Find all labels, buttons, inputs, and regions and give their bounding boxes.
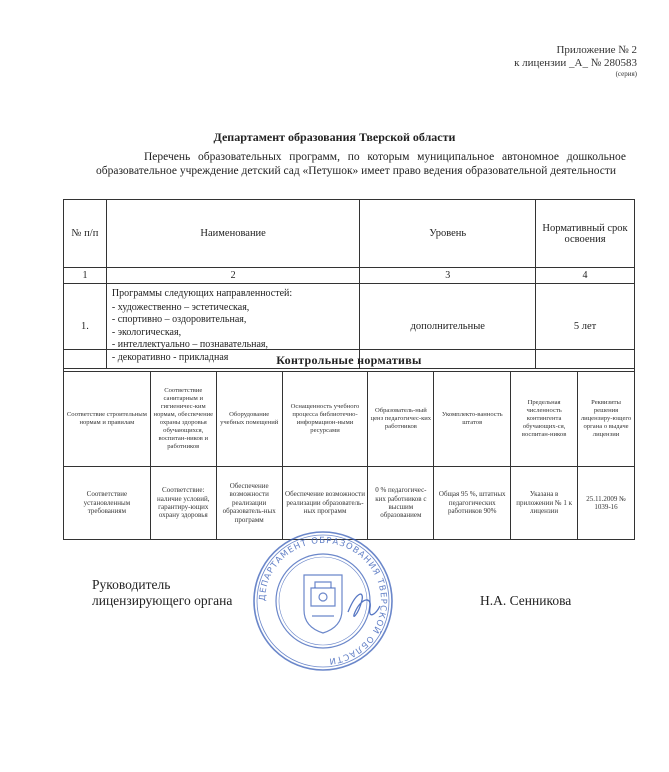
norm-value: Обеспечение возможности реализации образователь-ных программ xyxy=(282,467,368,540)
header-term: Нормативный срок освоения xyxy=(536,200,635,268)
norm-header: Предельная численность контингента обучающих-ся, воспитан-ников xyxy=(511,372,578,467)
stamp-text: ДЕПАРТАМЕНТ ОБРАЗОВАНИЯ ТВЕРСКОЙ ОБЛАСТИ xyxy=(257,535,389,666)
norms-title: Контрольные нормативы xyxy=(64,350,635,372)
column-number: 2 xyxy=(106,268,359,284)
norm-value: Указана в приложении № 1 к лицензии xyxy=(511,467,578,540)
list-item: - экологическая, xyxy=(111,326,182,338)
list-item: - спортивно – оздоровительная, xyxy=(111,314,247,325)
programs-table xyxy=(63,199,635,369)
norm-value: 0 % педагогичес-ких работников с высшим образованием xyxy=(368,467,434,540)
list-item: - интеллектуально – познавательная, xyxy=(111,339,269,350)
norms-table xyxy=(63,349,635,540)
signer-title-line: Руководитель xyxy=(92,577,171,592)
row-number: 1. xyxy=(64,284,107,369)
department-title: Департамент образования Тверской области xyxy=(213,130,456,144)
header-number: № п/п xyxy=(64,200,107,268)
program-level: дополнительные xyxy=(360,284,536,369)
list-item: - декоративно - прикладная xyxy=(111,351,229,363)
programs-header-row xyxy=(64,200,635,268)
norms-header-row xyxy=(64,372,635,467)
official-stamp xyxy=(252,530,394,672)
signer-title-line: лицензирующего органа xyxy=(92,593,233,608)
norm-value: 25.11.2009 № 1039-16 xyxy=(578,467,635,540)
programs-number-row xyxy=(64,268,635,284)
license-reference: к лицензии _А_ № 280583 xyxy=(514,57,637,69)
header-name: Наименование xyxy=(106,200,359,268)
norm-header: Укомплекто-ванность штатов xyxy=(434,372,511,467)
norm-value: Общая 95 %, штатных педагогических работников 90% xyxy=(434,467,511,540)
column-number: 1 xyxy=(64,268,107,284)
program-list-title: Программы следующих направленностей: xyxy=(111,288,293,299)
signer-position xyxy=(92,577,232,609)
intro-paragraph: Перечень образовательных программ, по которым муниципальное автономное дошкольное образовательное учреждение детский сад «Петушок» имеет право ведения образовательной деятельности xyxy=(96,151,626,177)
norm-value: Соответствие установленным требованиям xyxy=(64,467,151,540)
column-number: 4 xyxy=(536,268,635,284)
norm-header: Оснащенность учебного процесса библиотечно-информацион-ными ресурсами xyxy=(282,372,368,467)
column-number: 3 xyxy=(360,268,536,284)
norm-header: Реквизиты решения лицензиру-ющего органа о выдаче лицензии xyxy=(578,372,635,467)
program-term: 5 лет xyxy=(536,284,635,369)
header-level: Уровень xyxy=(360,200,536,268)
norm-header: Образователь-ный ценз педагогичес-ких работников xyxy=(368,372,434,467)
appendix-title: Приложение № 2 xyxy=(556,44,637,56)
series-note: (серия) xyxy=(615,70,637,78)
norm-value: Обеспечение возможности реализации образователь-ных программ xyxy=(216,467,282,540)
signature-icon xyxy=(348,594,380,616)
norms-title-row xyxy=(64,350,635,372)
norm-header: Соответствие санитарным и гигиеничес-ким нормам, обеспечение охраны здоровья обучающихся, воспитан-ников и работников xyxy=(150,372,216,467)
list-item: - художественно – эстетическая, xyxy=(111,301,250,313)
signer-name: Н.А. Сенникова xyxy=(480,593,572,608)
norm-header: Оборудование учебных помещений xyxy=(216,372,282,467)
norm-header: Соответствие строительным нормам и правилам xyxy=(64,372,151,467)
appendix-header xyxy=(514,44,637,78)
coat-of-arms-icon xyxy=(304,575,342,633)
norm-value: Соответствие: наличие условий, гарантиру-ющих охрану здоровья xyxy=(150,467,216,540)
norms-value-row xyxy=(64,467,635,540)
